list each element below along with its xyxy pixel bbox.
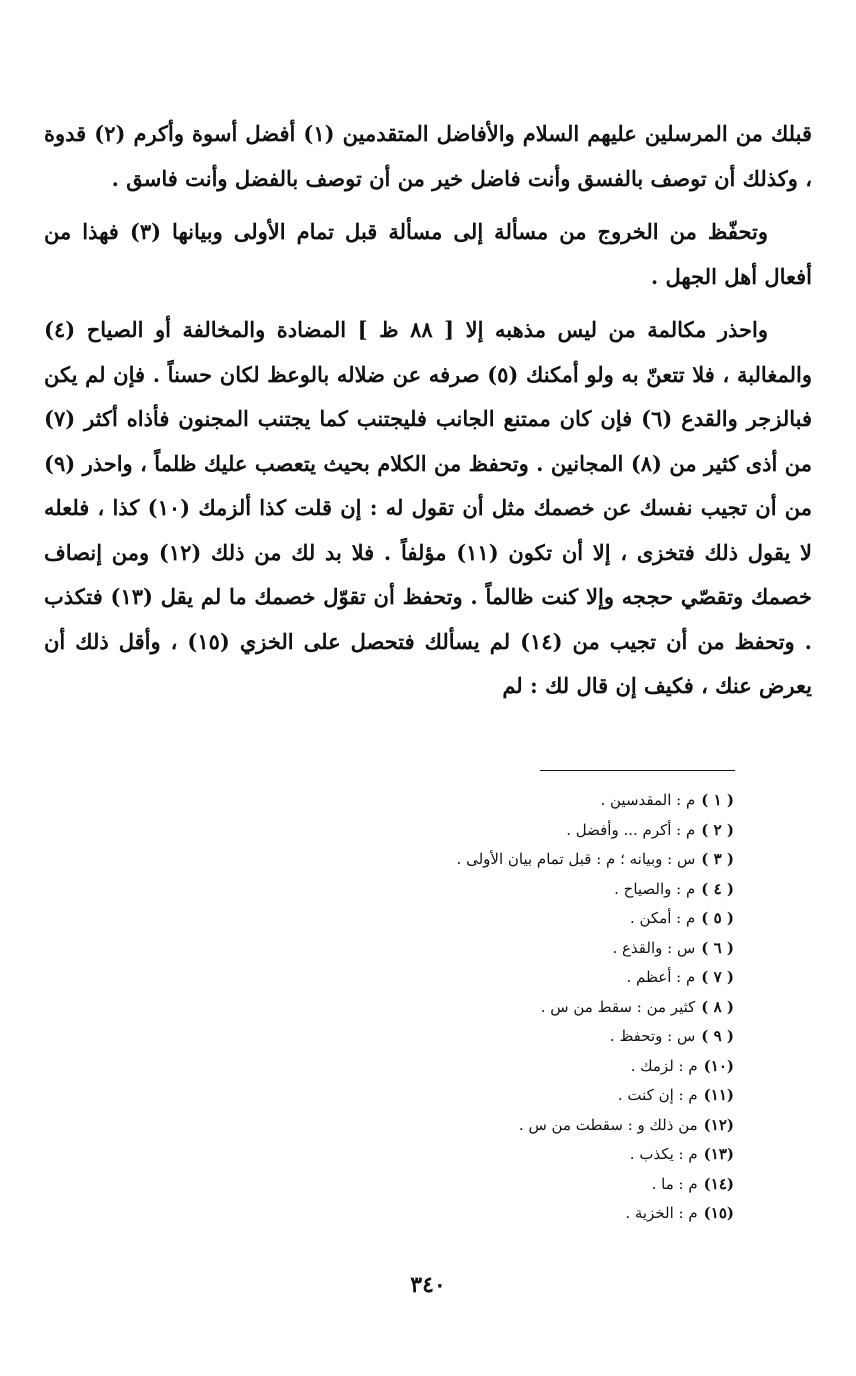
footnote bbox=[457, 845, 734, 875]
page-number: ٣٤٠ bbox=[410, 1272, 446, 1298]
footnote-text: م : ما . bbox=[651, 1174, 698, 1193]
footnote bbox=[457, 1199, 734, 1229]
footnote-divider bbox=[540, 770, 735, 771]
footnote-text: م : لزمك . bbox=[630, 1056, 698, 1075]
footnote bbox=[457, 934, 734, 964]
footnote bbox=[457, 904, 734, 934]
footnote-number: ( ٥ ) bbox=[701, 909, 734, 927]
footnote-number: ( ٧ ) bbox=[701, 968, 734, 986]
footnote-text: م : والصياح . bbox=[614, 879, 696, 898]
footnote-number: (١٥) bbox=[703, 1204, 734, 1222]
footnote bbox=[457, 786, 734, 816]
footnote bbox=[457, 816, 734, 846]
footnote bbox=[457, 1052, 734, 1082]
footnote-number: ( ٣ ) bbox=[701, 850, 734, 868]
footnote-number: ( ٤ ) bbox=[701, 879, 734, 898]
footnote-text: س : وبيانه ؛ م : قبل تمام بيان الأولى . bbox=[456, 850, 696, 868]
footnote-number: ( ٢ ) bbox=[701, 820, 734, 839]
footnote bbox=[457, 1022, 734, 1052]
footnote-number: ( ٦ ) bbox=[701, 938, 734, 957]
footnote-number: ( ٨ ) bbox=[701, 997, 734, 1016]
footnote bbox=[457, 1111, 734, 1141]
footnote-text: كثير من : سقط من س . bbox=[540, 997, 696, 1016]
footnote-text: س : والقذع . bbox=[612, 938, 696, 957]
footnote-text: م : أمكن . bbox=[629, 909, 696, 927]
footnote-text: م : الخزية . bbox=[625, 1204, 698, 1222]
footnote-number: (١٢) bbox=[703, 1115, 734, 1134]
footnotes bbox=[457, 786, 734, 1229]
footnote-number: (١٠) bbox=[703, 1056, 734, 1075]
footnote-text: م : إن كنت . bbox=[617, 1086, 698, 1104]
footnote-text: م : يكذب . bbox=[629, 1145, 698, 1163]
footnote bbox=[457, 1140, 734, 1170]
footnote bbox=[457, 963, 734, 993]
footnote bbox=[457, 1081, 734, 1111]
footnote-number: (١١) bbox=[703, 1086, 734, 1104]
paragraph-1: قبلك من المرسلين عليهم السلام والأفاضل المتقدمين (١) أفضل أسوة وأكرم (٢) قدوة ، وكذلك أن توصف بالفسق وأنت فاضل خير من أن توصف بالفضل وأنت فاسق . bbox=[44, 121, 813, 191]
footnote-text: س : وتحفظ . bbox=[609, 1027, 696, 1045]
footnote-text: م : أكرم ... وأفضل . bbox=[566, 820, 696, 839]
footnote bbox=[457, 875, 734, 905]
footnote bbox=[457, 993, 734, 1023]
footnote-text: م : أعظم . bbox=[626, 968, 696, 986]
paragraph-3: واحذر مكالمة من ليس مذهبه إلا [ ٨٨ ظ ] المضادة والمخالفة أو الصياح (٤) والمغالبة ، فلا تتعنّ به ولو أمكنك (٥) صرفه عن ضلاله بالوعظ لكان حسناً . فإن لم يكن فبالزجر والقدع (٦) فإن كان ممتنع الجانب فليجتنب كما يجتنب المجنون فأذاه أكثر (٧) من أذى كثير من (٨) المجانين . وتحفظ من الكلام بحيث يتعصب عليك ظلماً ، واحذر (٩) من أن تجيب نفسك عن خصمك مثل أن تقول له : إن قلت كذا ألزمك (١٠) كذا ، فلعله لا يقول ذلك فتخزى ، إلا أن تكون (١١) مؤلفاً . فلا بد لك من ذلك (١٢) ومن إنصاف خصمك وتقصّي حججه وإلا كنت ظالماً . وتحفظ أن تقوّل خصمك ما لم يقل (١٣) فتكذب . وتحفظ من أن تجيب من (١٤) لم يسألك فتحصل على الخزي (١٥) ، وأقل ذلك أن يعرض عنك ، فكيف إن قال لك : لم bbox=[44, 317, 813, 698]
footnote-number: ( ١ ) bbox=[701, 791, 734, 809]
paragraph-2: وتحفّظ من الخروج من مسألة إلى مسألة قبل تمام الأولى وبيانها (٣) فهذا من أفعال أهل الجهل . bbox=[44, 219, 812, 289]
footnote-number: ( ٩ ) bbox=[701, 1027, 734, 1045]
footnote-number: (١٤) bbox=[703, 1174, 734, 1193]
footnote-text: م : المقدسين . bbox=[600, 791, 696, 809]
footnote-number: (١٣) bbox=[703, 1145, 734, 1163]
footnote bbox=[457, 1170, 734, 1200]
main-text bbox=[44, 112, 812, 718]
footnote-text: من ذلك و : سقطت من س . bbox=[518, 1115, 698, 1134]
